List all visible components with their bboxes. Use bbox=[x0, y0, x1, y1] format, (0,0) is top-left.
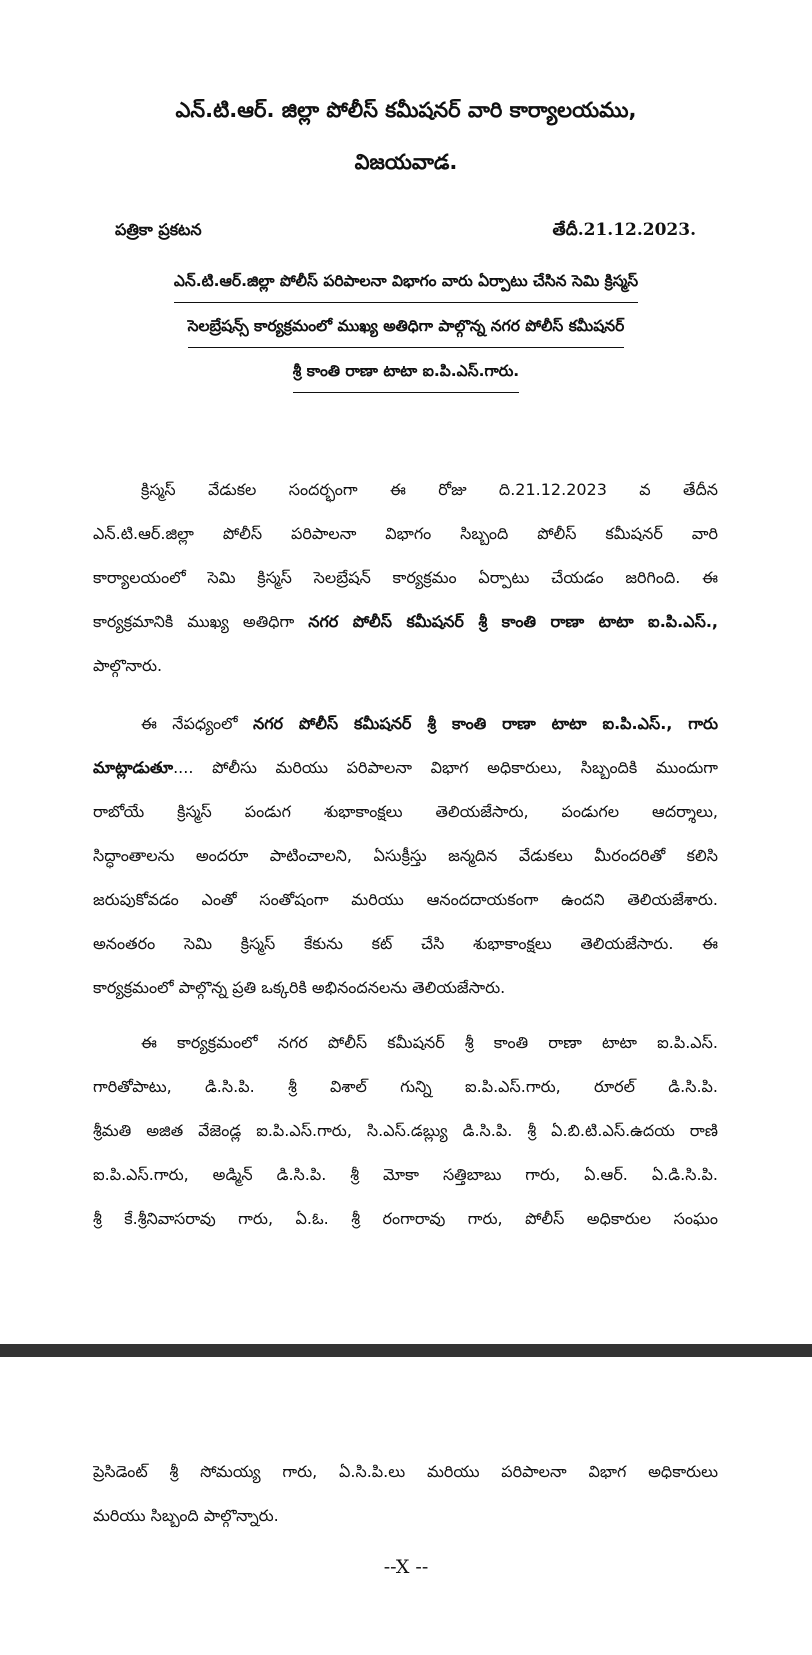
paragraph-4 bbox=[93, 1450, 718, 1538]
release-date: తేదీ.21.12.2023. bbox=[552, 220, 696, 240]
paragraph-2-line-1 bbox=[93, 702, 718, 746]
paragraph-2-line-7: కార్యక్రమంలో పాల్గొన్న ప్రతి ఒక్కరికి అభినందనలను తెలియజేసారు. bbox=[93, 978, 506, 997]
commissioner-name-bold-2: నగర పోలీస్ కమీషనర్ శ్రీ కాంతి రాణా టాటా ఐ.పి.ఎస్., గారు bbox=[253, 714, 718, 733]
headline-line-1: ఎన్.టి.ఆర్.జిల్లా పోలీస్ పరిపాలనా విభాగం వారు ఏర్పాటు చేసిన సెమి క్రిస్మస్ bbox=[174, 272, 638, 303]
office-city: విజయవాడ. bbox=[354, 150, 458, 174]
page-break-divider bbox=[0, 1344, 812, 1357]
paragraph-1-line-4-text: కార్యక్రమానికి ముఖ్య అతిధిగా bbox=[93, 612, 309, 631]
paragraph-1-line-1: క్రిస్మస్ వేడుకల సందర్భంగా ఈ రోజు ది.21.12.2023 వ తేదీన bbox=[141, 480, 718, 499]
paragraph-4-line-1: ప్రెసిడెంట్ శ్రీ సోమయ్య గారు, ఏ.సి.పి.లు మరియు పరిపాలనా విభాగ అధికారులు bbox=[93, 1462, 718, 1481]
paragraph-1-line-5: పాల్గొనారు. bbox=[93, 656, 163, 675]
paragraph-2-line-6: అనంతరం సెమి క్రిస్మస్ కేకును కట్ చేసి శుభాకాంక్షలు తెలియజేసారు. ఈ bbox=[93, 934, 718, 953]
paragraph-2-line-3: రాబోయే క్రిస్మస్ పండుగ శుభాకాంక్షలు తెలియజేసారు, పండుగల ఆదర్శాలు, bbox=[93, 802, 718, 821]
paragraph-3 bbox=[93, 1021, 718, 1241]
paragraph-2-line-2-text: .... పోలీసు మరియు పరిపాలనా విభాగ అధికారులు, సిబ్బందికి ముందుగా bbox=[173, 758, 718, 777]
commissioner-name-bold: నగర పోలీస్ కమీషనర్ శ్రీ కాంతి రాణా టాటా ఐ.పి.ఎస్., bbox=[308, 612, 718, 631]
paragraph-4-line-2: మరియు సిబ్బంది పాల్గొన్నారు. bbox=[93, 1506, 279, 1525]
paragraph-3-line-5: శ్రీ కే.శ్రీనివాసరావు గారు, ఏ.ఓ. శ్రీ రంగారావు గారు, పోలీస్ అధికారుల సంఘం bbox=[93, 1209, 718, 1228]
paragraph-3-line-4: ఐ.పి.ఎస్.గారు, అడ్మిన్ డి.సి.పి. శ్రీ మోకా సత్తిబాబు గారు, ఏ.ఆర్. ఏ.డి.సి.పి. bbox=[93, 1165, 718, 1184]
paragraph-2-line-1-text: ఈ నేపధ్యంలో bbox=[141, 714, 253, 733]
paragraph-3-line-1: ఈ కార్యక్రమంలో నగర పోలీస్ కమీషనర్ శ్రీ కాంతి రాణా టాటా ఐ.పి.ఎస్. bbox=[141, 1033, 718, 1052]
paragraph-2-line-2 bbox=[93, 746, 718, 790]
end-mark: --X -- bbox=[383, 1556, 429, 1578]
paragraph-1 bbox=[93, 468, 718, 688]
paragraph-2-line-5: జరుపుకోవడం ఎంతో సంతోషంగా మరియు ఆనందదాయకంగా ఉందని తెలియజేశారు. bbox=[93, 890, 718, 909]
press-release-label: పత్రికా ప్రకటన bbox=[115, 220, 202, 239]
paragraph-1-line-2: ఎన్.టి.ఆర్.జిల్లా పోలీస్ పరిపాలనా విభాగం సిబ్బంది పోలీస్ కమీషనర్ వారి bbox=[93, 524, 718, 543]
paragraph-3-line-3: శ్రీమతి అజిత వేజెండ్ల ఐ.పి.ఎస్.గారు, సి.ఎస్.డబ్ల్యు డి.సి.పి. శ్రీ ఏ.బి.టి.ఎస్.ఉదయ రాణి bbox=[93, 1121, 718, 1140]
paragraph-1-line-3: కార్యాలయంలో సెమి క్రిస్మస్ సెలబ్రేషన్ కార్యక్రమం ఏర్పాటు చేయడం జరిగింది. ఈ bbox=[93, 568, 718, 587]
headline-line-2: సెలబ్రేషన్స్ కార్యక్రమంలో ముఖ్య అతిధిగా పాల్గొన్న నగర పోలీస్ కమీషనర్ bbox=[188, 317, 625, 348]
paragraph-3-line-2: గారితోపాటు, డి.సి.పి. శ్రీ విశాల్ గున్ని ఐ.పి.ఎస్.గారు, రూరల్ డి.సి.పి. bbox=[93, 1077, 718, 1096]
paragraph-2-line-4: సిద్ధాంతాలను అందరూ పాటించాలని, ఏసుక్రీస్తు జన్మదిన వేడుకలు మీరందరితో కలిసి bbox=[93, 846, 718, 865]
office-title: ఎన్.టి.ఆర్. జిల్లా పోలీస్ కమీషనర్ వారి కార్యాలయము, bbox=[175, 98, 637, 122]
speaking-bold: మాట్లాడుతూ bbox=[93, 758, 174, 777]
paragraph-2 bbox=[93, 702, 718, 1010]
headline-line-3: శ్రీ కాంతి రాణా టాటా ఐ.పి.ఎస్.గారు. bbox=[293, 362, 519, 393]
paragraph-1-line-4 bbox=[93, 600, 718, 644]
headline bbox=[0, 272, 812, 407]
